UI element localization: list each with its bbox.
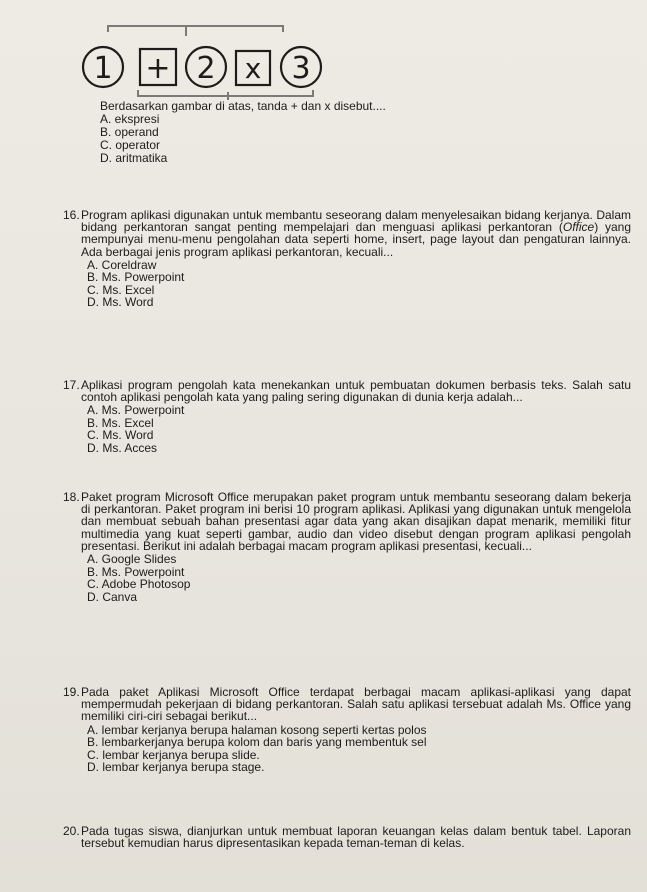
question-number: 20. [63, 824, 80, 838]
option-c: C. Ms. Word [87, 428, 154, 443]
operand2-label: 2 [196, 51, 216, 86]
question-17 [63, 379, 631, 454]
option-c: C. Adobe Photosop [87, 577, 191, 592]
question-number: 18. [63, 490, 80, 504]
option-a: A. ekspresi [100, 112, 160, 126]
option-b: B. Ms. Excel [87, 415, 154, 430]
operand1-label: 1 [93, 51, 113, 86]
question-number: 17. [63, 378, 80, 392]
operand3-label: 3 [291, 51, 311, 86]
question-number: 19. [63, 685, 80, 699]
stem-italic-term: Office [562, 220, 595, 235]
question-18-options [87, 553, 631, 603]
question-18 [63, 491, 631, 603]
option-a: A. Ms. Powerpoint [87, 403, 185, 418]
question-20-stem: Pada tugas siswa, dianjurkan untuk membuat laporan keuangan kelas dalam bentuk tabel. Laporan tersebut kemudian harus dipresentasikan kepada teman-teman di kelas. [81, 824, 631, 851]
question-18-stem: Paket program Microsoft Office merupakan paket program untuk membantu seseorang dalam bekerja di perkantoran. Paket program ini berisi 10 program aplikasi. Aplikasi yang digunakan untuk mengelola dan membuat sebuah bahan presentasi agar data yang akan disajikan dapat menarik, memiliki fitur multimedia yang kuat seperti gambar, audio dan video disebut dengan program aplikasi pengolah presentasi. Berikut ini adalah berbagai macam program aplikasi presentasi, kecuali... [81, 490, 631, 553]
question-16 [63, 209, 631, 309]
question-15 [100, 100, 386, 165]
option-c: C. Ms. Excel [87, 282, 155, 297]
question-16-options [87, 259, 631, 309]
option-d: D. Canva [87, 589, 138, 604]
option-d: D. lembar kerjanya berupa stage. [87, 760, 265, 775]
question-15-stem: Berdasarkan gambar di atas, tanda + dan x disebut.... [100, 99, 386, 113]
option-a: A. Google Slides [87, 552, 177, 567]
question-19 [63, 686, 631, 774]
question-16-stem [81, 209, 631, 258]
question-number: 16. [63, 208, 80, 222]
option-d: D. Ms. Acces [87, 440, 158, 455]
option-a: A. Coreldraw [87, 257, 157, 272]
option-c: C. operator [100, 138, 161, 152]
option-d: D. Ms. Word [87, 295, 154, 310]
stem-text: ) yang mempunyai menu-menu pengolahan data seperti home, insert, page layout dan pengaturan lainnya. Ada berbagai jenis program aplikasi perkantoran, kecuali... [81, 220, 631, 259]
option-d: D. aritmatika [100, 151, 168, 165]
question-19-options [87, 724, 631, 774]
question-19-stem: Pada paket Aplikasi Microsoft Office terdapat berbagai macam aplikasi-aplikasi yang dapat mempermudah pekerjaan di bidang perkantoran. Salah satu aplikasi tersebuat adalah Ms. Office yang memiliki ciri-ciri sebagai berikut... [81, 685, 631, 724]
question-17-options [87, 404, 631, 454]
question-15-options [100, 113, 386, 165]
question-17-stem: Aplikasi program pengolah kata menekankan untuk pembuatan dokumen berbasis teks. Salah satu contoh aplikasi pengolah kata yang paling sering digunakan di dunia kerja adalah... [81, 378, 631, 405]
expression-diagram [78, 22, 338, 100]
operator2-label: x [244, 52, 262, 85]
stem-text: Program aplikasi digunakan untuk membantu seseorang dalam menyelesaikan bidang kerjanya. Dalam bidang perkantoran sangat penting mempelajari dan menguasi aplikasi perkantoran ( [81, 208, 631, 235]
operator1-label: + [145, 51, 171, 86]
option-b: B. operand [100, 125, 159, 139]
connector-line-top [108, 26, 283, 32]
option-b: B. lembarkerjanya berupa kolom dan baris yang membentuk sel [87, 735, 427, 750]
connector-line-bottom [138, 90, 313, 96]
question-20 [63, 825, 631, 849]
option-c: C. lembar kerjanya berupa slide. [87, 747, 260, 762]
expression-diagram-svg [78, 22, 338, 100]
option-b: B. Ms. Powerpoint [87, 564, 185, 579]
option-b: B. Ms. Powerpoint [87, 270, 185, 285]
option-a: A. lembar kerjanya berupa halaman kosong seperti kertas polos [87, 722, 427, 737]
